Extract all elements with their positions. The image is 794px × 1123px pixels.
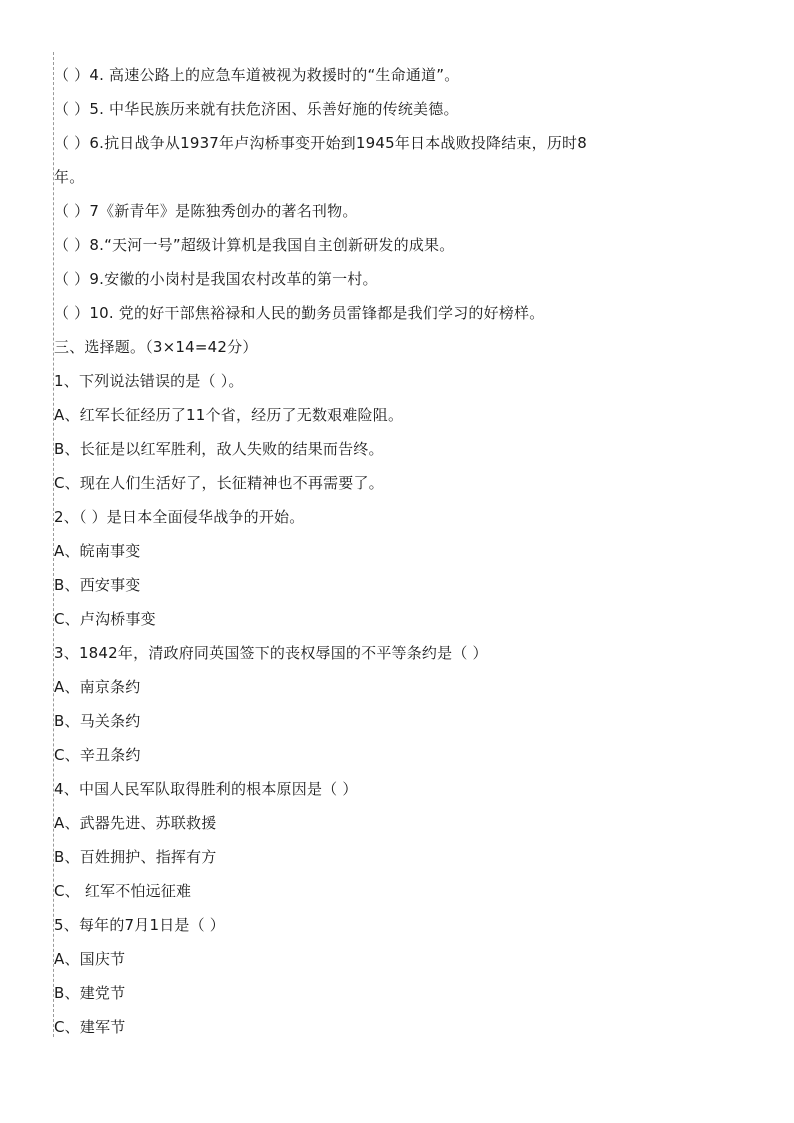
section-heading-choice: 三、选择题。（3×14=42分） [54, 338, 258, 356]
q1-option-a: A、红军长征经历了11个省，经历了无数艰难险阻。 [54, 406, 404, 424]
question-5: 5、每年的7月1日是（ ） [54, 916, 225, 934]
question-1: 1、下列说法错误的是（ ）。 [54, 372, 244, 390]
q5-option-b: B、建党节 [54, 984, 126, 1002]
q4-option-c: C、 红军不怕远征难 [54, 882, 192, 900]
tf-item-10: （ ）10. 党的好干部焦裕禄和人民的勤务员雷锋都是我们学习的好榜样。 [54, 304, 545, 322]
q3-option-a: A、南京条约 [54, 678, 141, 696]
question-4: 4、中国人民军队取得胜利的根本原因是（ ） [54, 780, 358, 798]
q5-option-c: C、建军节 [54, 1018, 126, 1036]
q5-option-a: A、国庆节 [54, 950, 126, 968]
q1-option-b: B、长征是以红军胜利，敌人失败的结果而告终。 [54, 440, 384, 458]
question-3: 3、1842年，清政府同英国签下的丧权辱国的不平等条约是（ ） [54, 644, 488, 662]
q3-option-c: C、辛丑条约 [54, 746, 141, 764]
q1-option-c: C、现在人们生活好了，长征精神也不再需要了。 [54, 474, 384, 492]
q2-option-b: B、西安事变 [54, 576, 141, 594]
tf-item-9: （ ）9.安徽的小岗村是我国农村改革的第一村。 [54, 270, 378, 288]
tf-item-6: （ ）6.抗日战争从1937年卢沟桥事变开始到1945年日本战败投降结束，历时8 [54, 134, 587, 152]
q3-option-b: B、马关条约 [54, 712, 141, 730]
tf-item-6-continued: 年。 [54, 168, 85, 186]
q4-option-a: A、武器先进、苏联救援 [54, 814, 217, 832]
tf-item-5: （ ）5. 中华民族历来就有扶危济困、乐善好施的传统美德。 [54, 100, 459, 118]
tf-item-8: （ ）8.“天河一号”超级计算机是我国自主创新研发的成果。 [54, 236, 455, 254]
q4-option-b: B、百姓拥护、指挥有方 [54, 848, 217, 866]
tf-item-7: （ ）7《新青年》是陈独秀创办的著名刊物。 [54, 202, 358, 220]
document-content [54, 58, 754, 1044]
question-2: 2、（ ）是日本全面侵华战争的开始。 [54, 508, 305, 526]
q2-option-c: C、卢沟桥事变 [54, 610, 156, 628]
q2-option-a: A、皖南事变 [54, 542, 141, 560]
tf-item-4: （ ）4. 高速公路上的应急车道被视为救援时的“生命通道”。 [54, 66, 460, 84]
